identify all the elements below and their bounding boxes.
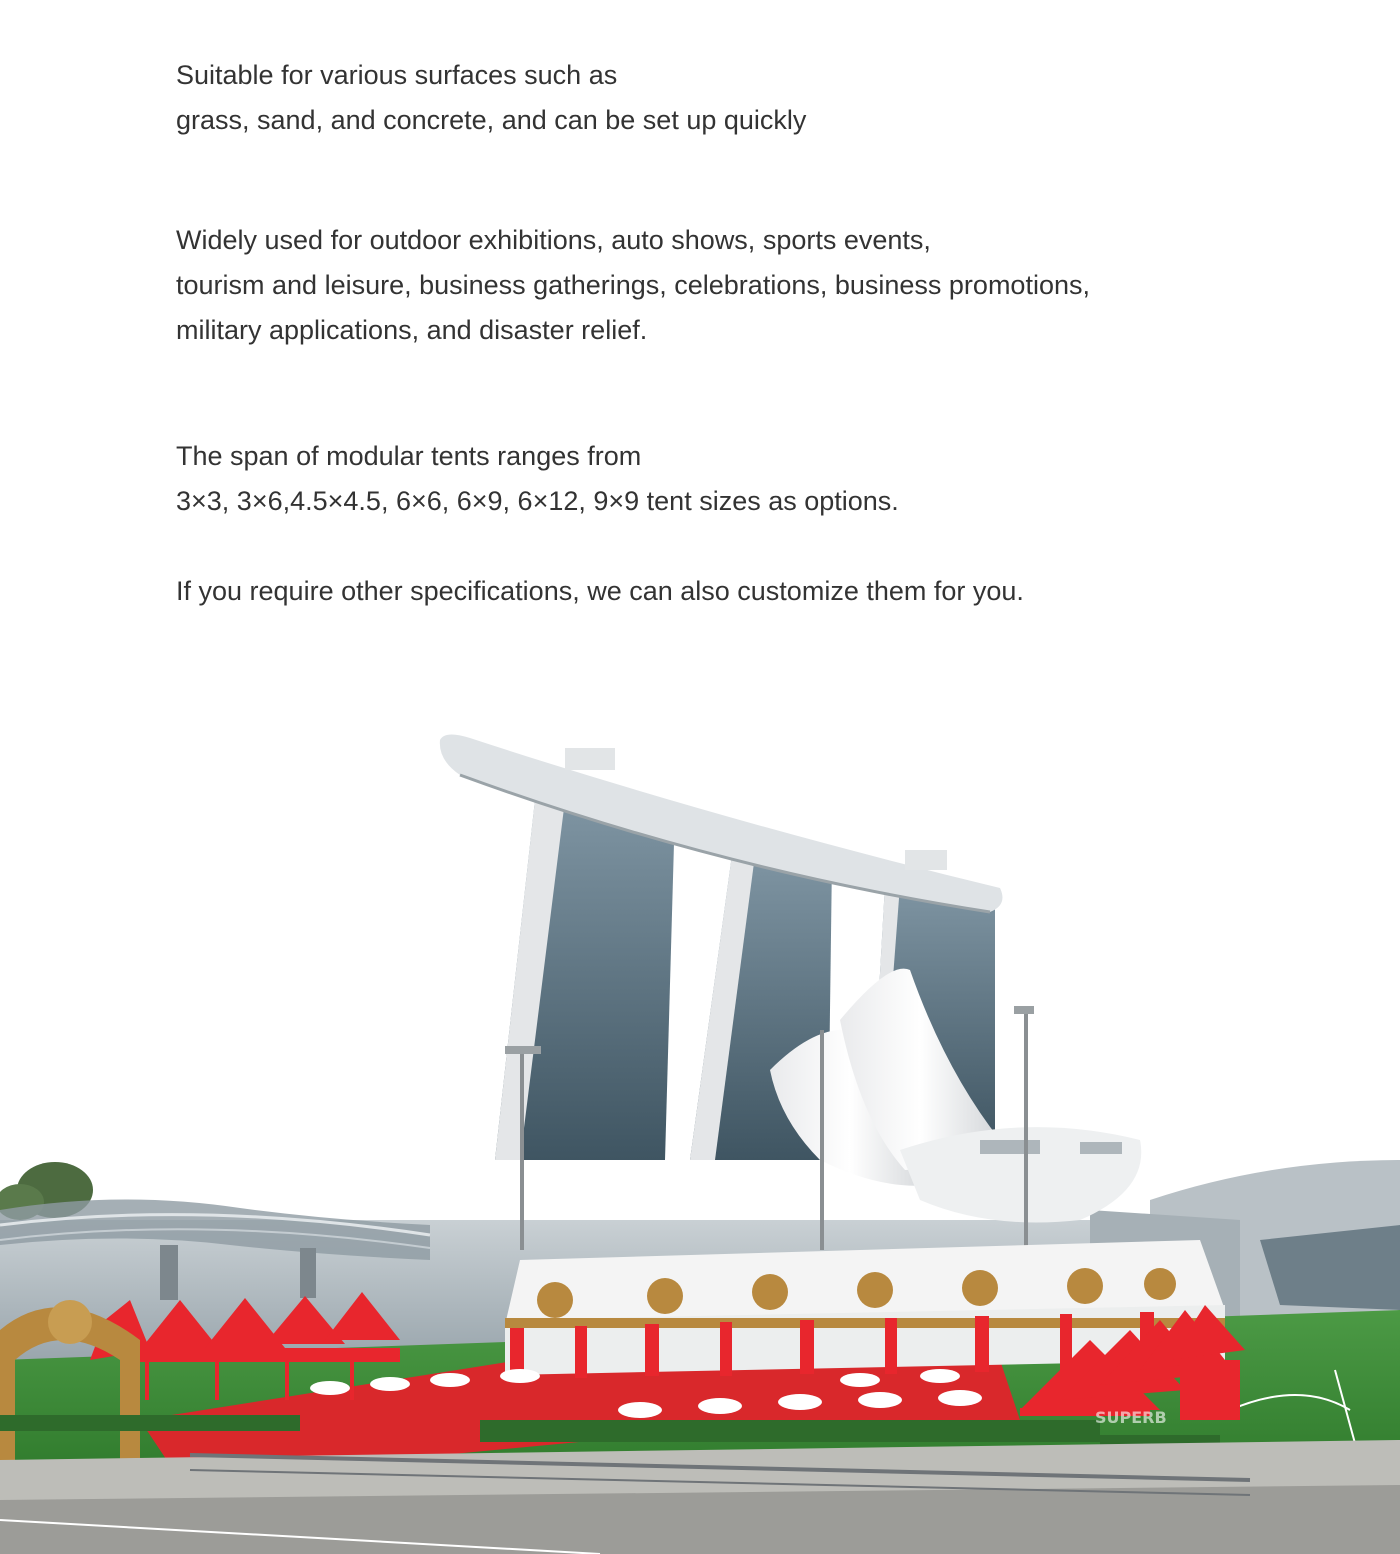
event-venue-photo xyxy=(0,720,1400,1554)
sizes-text xyxy=(176,434,899,524)
custom-line: If you require other specifications, we can also customize them for you. xyxy=(176,576,1024,606)
uses-line-3: military applications, and disaster relief. xyxy=(176,315,648,345)
custom-text xyxy=(176,569,1024,614)
sizes-line-2: 3×3, 3×6,4.5×4.5, 6×6, 6×9, 6×12, 9×9 tent sizes as options. xyxy=(176,486,899,516)
promenade xyxy=(0,1440,1400,1554)
surfaces-line-2: grass, sand, and concrete, and can be set up quickly xyxy=(176,105,807,135)
uses-line-2: tourism and leisure, business gatherings, celebrations, business promotions, xyxy=(176,270,1090,300)
surfaces-text xyxy=(176,53,806,143)
surfaces-line-1: Suitable for various surfaces such as xyxy=(176,60,618,90)
uses-line-1: Widely used for outdoor exhibitions, auto shows, sports events, xyxy=(176,225,931,255)
skypark-deck xyxy=(440,734,1003,912)
photo-watermark: SUPERB xyxy=(1095,1408,1167,1427)
uses-text xyxy=(176,218,1090,353)
sizes-line-1: The span of modular tents ranges from xyxy=(176,441,642,471)
